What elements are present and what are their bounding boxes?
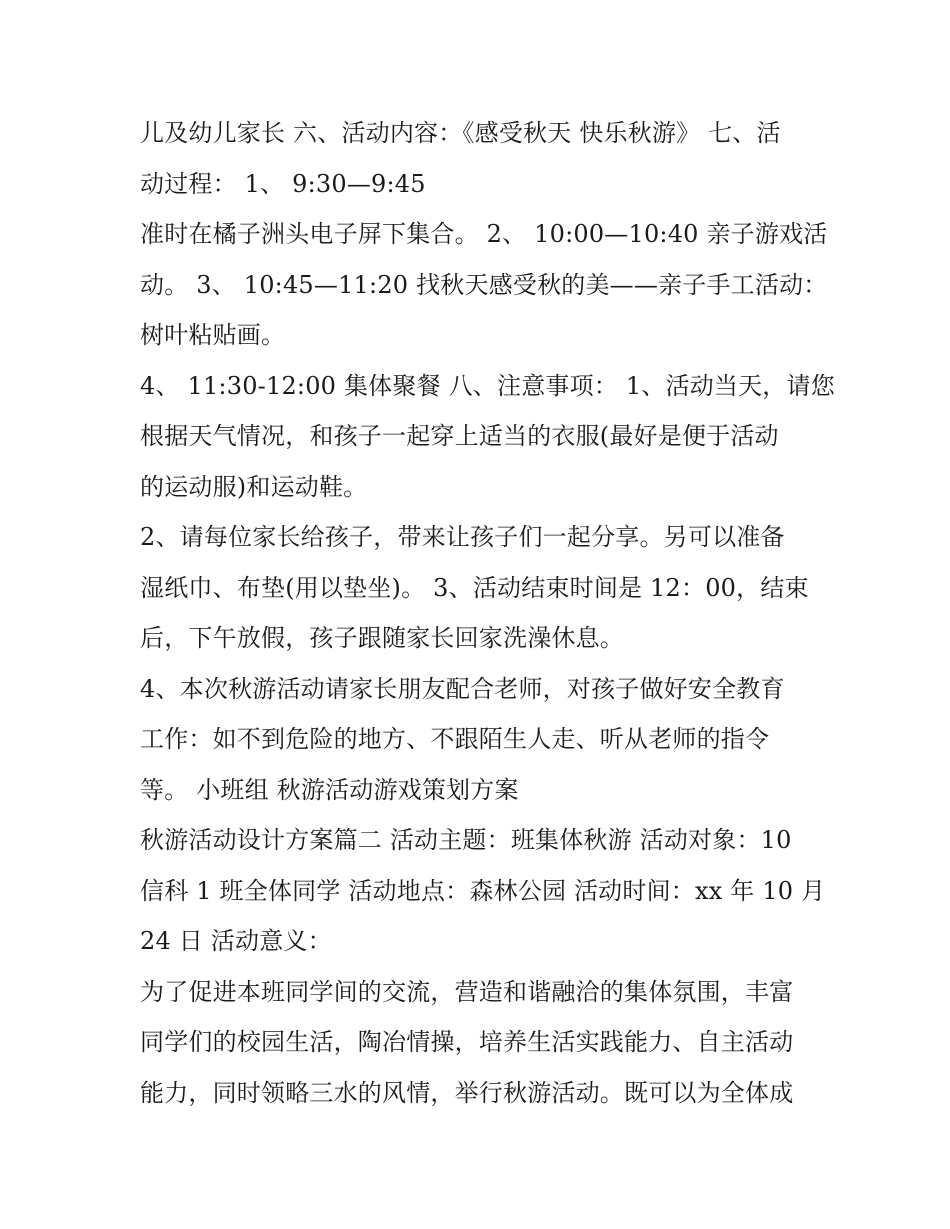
text-line: 后，下午放假，孩子跟随家长回家洗澡休息。 bbox=[140, 624, 624, 652]
text-line: 工作：如不到危险的地方、不跟陌生人走、听从老师的指令 bbox=[140, 725, 770, 753]
text-line: 的运动服)和运动鞋。 bbox=[140, 472, 368, 501]
text-line: 同学们的校园生活，陶冶情操，培养生活实践能力、自主活动 bbox=[140, 1028, 794, 1056]
text-line: 动。 3、 10:45—11:20 找秋天感受秋的美——亲子手工活动： bbox=[140, 270, 828, 299]
text-line: 能力，同时领略三水的风情，举行秋游活动。既可以为全体成 bbox=[140, 1078, 794, 1107]
text-line: 准时在橘子洲头电子屏下集合。 2、 10:00—10:40 亲子游戏活 bbox=[140, 220, 828, 248]
text-line: 2、请每位家长给孩子，带来让孩子们一起分享。另可以准备 bbox=[140, 523, 785, 551]
text-line: 信科 1 班全体同学 活动地点：森林公园 活动时间：xx 年 10 月 bbox=[140, 876, 826, 905]
text-line: 24 日 活动意义： bbox=[140, 927, 332, 955]
text-line: 4、本次秋游活动请家长朋友配合老师，对孩子做好安全教育 bbox=[140, 674, 785, 703]
text-line: 动过程： 1、 9:30—9:45 bbox=[140, 169, 426, 198]
text-line: 秋游活动设计方案篇二 活动主题：班集体秋游 活动对象：10 bbox=[140, 826, 792, 854]
text-line: 湿纸巾、布垫(用以垫坐)。 3、活动结束时间是 12：00，结束 bbox=[140, 573, 809, 602]
text-line: 儿及幼儿家长 六、活动内容：《感受秋天 快乐秋游》 七、活 bbox=[140, 119, 781, 147]
text-line: 4、 11:30-12:00 集体聚餐 八、注意事项： 1、活动当天，请您 bbox=[140, 371, 835, 400]
document-body bbox=[140, 108, 835, 1118]
text-line: 等。 小班组 秋游活动游戏策划方案 bbox=[140, 775, 519, 804]
text-line: 为了促进本班同学间的交流，营造和谐融洽的集体氛围，丰富 bbox=[140, 977, 794, 1006]
text-line: 根据天气情况，和孩子一起穿上适当的衣服(最好是便于活动 bbox=[140, 422, 779, 450]
text-line: 树叶粘贴画。 bbox=[140, 321, 286, 349]
